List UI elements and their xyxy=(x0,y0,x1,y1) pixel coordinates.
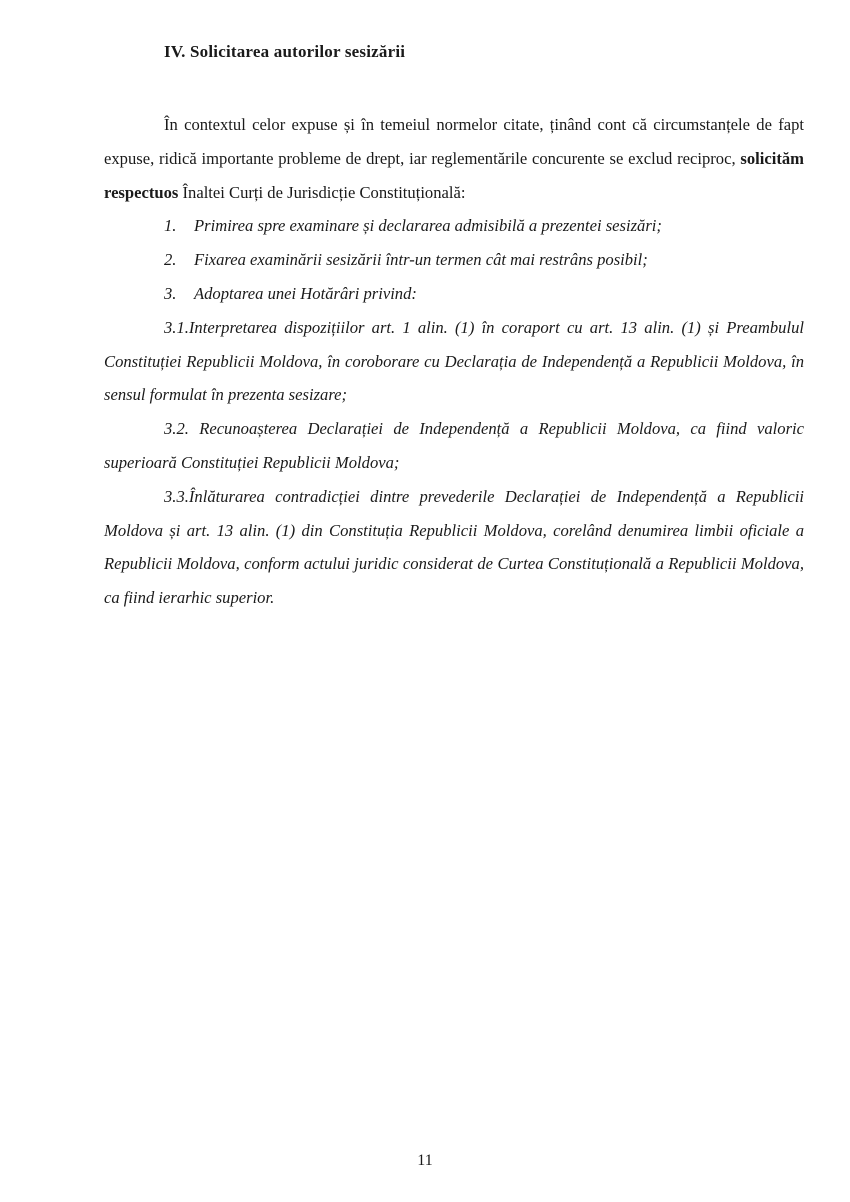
request-subitem-text: Recunoașterea Declarației de Independență a Republicii Moldova, ca fiind valoric superioară Constituției Republicii Moldova; xyxy=(104,419,804,472)
request-item-text: Fixarea examinării sesizării într-un termen cât mai restrâns posibil; xyxy=(194,250,648,270)
request-subitem-number: 3.1. xyxy=(164,317,189,337)
document-body xyxy=(104,108,804,615)
request-item-text: Primirea spre examinare și declararea admisibilă a prezentei sesizări; xyxy=(194,216,662,236)
request-subitem-number: 3.2. xyxy=(164,419,189,439)
request-item-number: 2. xyxy=(164,250,177,270)
section-heading: IV. Solicitarea autorilor sesizării xyxy=(164,42,406,61)
request-subitem-number: 3.3. xyxy=(164,486,189,506)
request-item-2 xyxy=(104,243,804,277)
request-item-1 xyxy=(104,209,804,243)
request-subitem-3-3 xyxy=(104,480,804,615)
page-number: 11 xyxy=(417,1152,433,1169)
request-subitem-text: Înlăturarea contradicției dintre prevederile Declarației de Independență a Republicii Moldova și art. 13 alin. (1) din Constituția Republicii Moldova, corelând denumirea limbii oficiale a Republicii Moldova, conform actului juridic considerat de Curtea Constituțională a Republicii Moldova, ca fiind ierarhic superior. xyxy=(104,486,804,608)
request-subitem-text: Interpretarea dispozițiilor art. 1 alin. (1) în coraport cu art. 13 alin. (1) și Preambulul Constituției Republicii Moldova, în coroborare cu Declarația de Independență a Republicii Moldova, în sensul formulat în prezenta sesizare; xyxy=(104,317,804,405)
request-subitem-3-2 xyxy=(104,412,804,480)
intro-text-after: Înaltei Curți de Jurisdicție Constituțională: xyxy=(178,182,466,202)
request-item-number: 1. xyxy=(164,216,177,236)
intro-text-before: În contextul celor expuse și în temeiul normelor citate, ținând cont că circumstanțele de fapt expuse, ridică importante probleme de drept, iar reglementările concurente se exclud reciproc, xyxy=(104,115,804,168)
request-item-number: 3. xyxy=(164,283,177,303)
intro-paragraph xyxy=(104,108,804,209)
request-item-text: Adoptarea unei Hotărâri privind: xyxy=(194,283,417,303)
request-subitem-3-1 xyxy=(104,311,804,412)
request-item-3 xyxy=(104,277,804,311)
intro-bold-phrase: solicităm respectuos xyxy=(104,148,804,202)
